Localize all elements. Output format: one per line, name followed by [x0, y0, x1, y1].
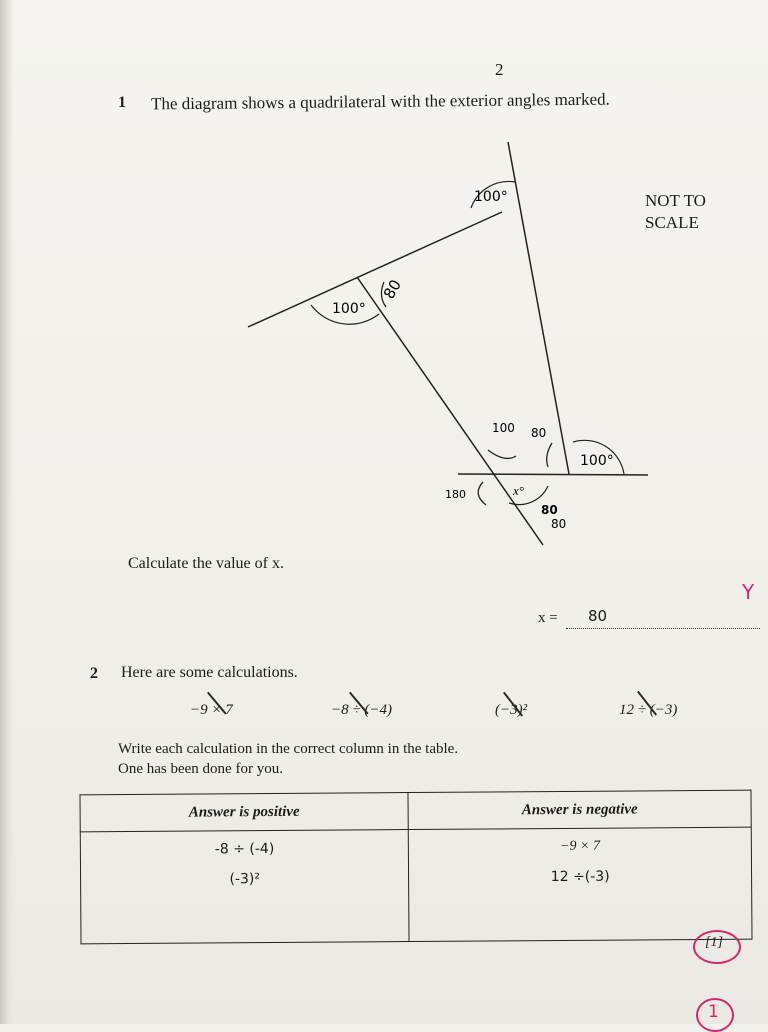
negative-entry-2: 12 ÷(-3) [550, 868, 610, 886]
marks-awarded: 1 [708, 1002, 719, 1022]
angle-label-top: 100° [474, 189, 508, 205]
angle-label-x: x° [513, 483, 524, 498]
header-positive: Answer is positive [80, 793, 409, 832]
question-1-prompt: Calculate the value of x. [128, 555, 284, 572]
positive-column[interactable] [80, 830, 409, 944]
top-side-line [248, 212, 502, 327]
question-2-instructions [118, 739, 458, 779]
calculation-4: 12 ÷ (−3) [619, 702, 678, 718]
right-side-line [508, 142, 569, 474]
negative-entry-1: −9 × 7 [560, 838, 601, 854]
question-2-number: 2 [90, 665, 98, 682]
handwritten-80-b: 80 [541, 503, 558, 517]
answer-table [79, 790, 752, 945]
question-2-text: Here are some calculations. [121, 664, 298, 681]
handwritten-answer: 80 [588, 607, 608, 625]
handwritten-100: 100 [492, 421, 515, 435]
marker-y: Y [742, 580, 755, 604]
header-negative: Answer is negative [408, 790, 751, 829]
handwritten-arc-180 [478, 482, 486, 505]
handwritten-arc-80 [547, 443, 552, 467]
calculation-3: (−3)² [495, 702, 528, 718]
instruction-line-2: One has been done for you. [118, 761, 283, 777]
marks-available: [1] [705, 935, 723, 950]
page-number: 2 [495, 60, 504, 79]
question-1-number: 1 [118, 94, 126, 111]
negative-column[interactable] [409, 827, 752, 941]
not-to-scale-label: NOT TO SCALE [645, 191, 706, 232]
positive-entry-2: (-3)² [229, 871, 261, 888]
calculation-1: −9 × 7 [190, 702, 233, 718]
handwritten-180: 180 [445, 488, 466, 501]
handwritten-80-c: 80 [551, 517, 567, 531]
bottom-side-line [458, 474, 648, 475]
question-1-text: The diagram shows a quadrilateral with the exterior angles marked. [150, 89, 610, 114]
positive-entry-1: -8 ÷ (-4) [214, 840, 275, 858]
angle-label-bottom: 100° [580, 453, 614, 469]
instruction-line-1: Write each calculation in the correct column in the table. [118, 741, 459, 757]
handwritten-arc-100 [488, 450, 516, 458]
answer-label: x = [538, 610, 558, 626]
angle-label-left: 100° [332, 301, 366, 317]
handwritten-80-a: 80 [531, 426, 547, 440]
calculation-2: −8 ÷ (−4) [331, 702, 392, 718]
handwritten-80-top: 80 [379, 276, 406, 302]
